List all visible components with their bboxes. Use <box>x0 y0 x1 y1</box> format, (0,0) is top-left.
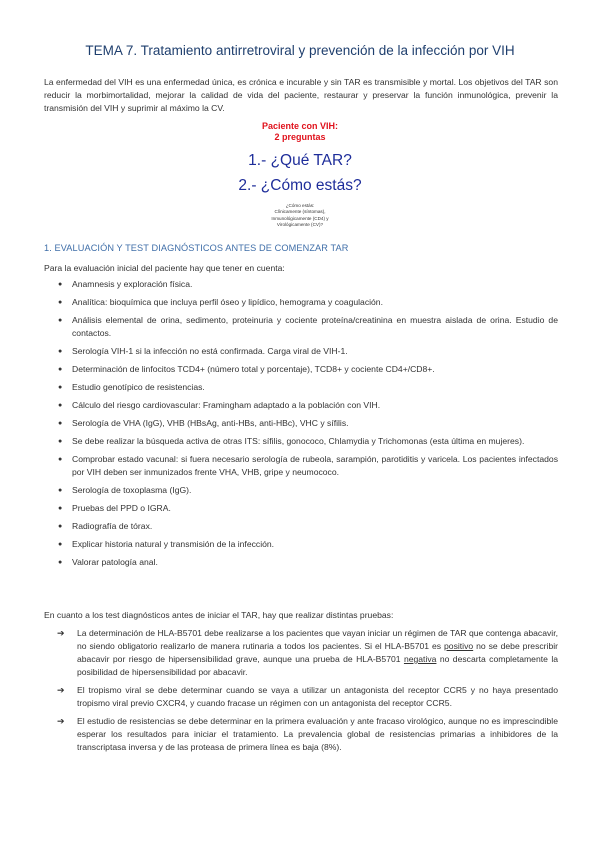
slide-heading-line2: 2 preguntas <box>274 132 326 142</box>
slide-question-2: 2.- ¿Cómo estás? <box>238 177 362 194</box>
intro-paragraph: La enfermedad del VIH es una enfermedad única, es crónica e incurable y sin TAR es transmisible y mortal. Los objetivos del TAR son reducir la morbimortalidad, mejorar la calidad de vida del paciente, restaurar y preservar la función inmunológica, prevenir la transmisión del VIH y suprimir al máximo la CV. <box>44 77 558 113</box>
list-item: ● Valorar patología anal. <box>58 557 158 567</box>
list-item: ● Estudio genotípico de resistencias. <box>58 382 205 392</box>
bullet-icon: ● <box>58 456 63 463</box>
bullet-icon: ● <box>58 559 63 566</box>
underlined-term: negativa <box>403 654 437 664</box>
tests-lead: En cuanto a los test diagnósticos antes de iniciar el TAR, hay que realizar distintas pruebas: <box>44 610 394 620</box>
list-item: ● Determinación de linfocitos TCD4+ (número total y porcentaje), TCD8+ y cociente CD4+/CD8+. <box>58 364 435 374</box>
list-item: ● Analítica: bioquímica que incluya perfil óseo y lipídico, hemograma y coagulación. <box>58 297 383 307</box>
list-item: ● Cálculo del riesgo cardiovascular: Framingham adaptado a la población con VIH. <box>58 400 381 410</box>
bullet-icon: ● <box>58 523 63 530</box>
list-item: ● Se debe realizar la búsqueda activa de otras ITS: sífilis, gonococo, Chlamydia y Trichomonas (esta última en mujeres). <box>58 436 525 446</box>
arrow-right-icon: ➔ <box>57 685 65 695</box>
bullet-icon: ● <box>58 505 63 512</box>
bullet-icon: ● <box>58 541 63 548</box>
list-item: ➔ La determinación de HLA-B5701 debe realizarse a los pacientes que vayan iniciar un régimen de TAR que contenga abacavir, no siendo obligatorio realizarlo de manera rutinaria a todos los pacientes. Si el HLA-B5701 es positivo no se debe prescribir abacavir por riesgo de hipersensibilidad grave, aunque una prueba de HLA-B5701 negativa no descarta completamente la posibilidad de hipersensibilidad por abacavir. <box>57 628 559 677</box>
bullet-icon: ● <box>58 348 63 355</box>
bullet-icon: ● <box>58 438 63 445</box>
bullet-icon: ● <box>58 384 63 391</box>
tests-list <box>44 627 558 759</box>
bullet-icon: ● <box>58 420 63 427</box>
section-lead: Para la evaluación inicial del paciente hay que tener en cuenta: <box>44 263 285 273</box>
list-item: ● Serología VIH-1 si la infección no está confirmada. Carga viral de VIH-1. <box>58 346 348 356</box>
list-item: ● Pruebas del PPD o IGRA. <box>58 503 171 513</box>
slide-heading-line1: Paciente con VIH: <box>261 121 339 131</box>
list-item: ● Anamnesis y exploración física. <box>58 279 193 289</box>
list-item: ● Radiografía de tórax. <box>58 521 153 531</box>
slide-question-1: 1.- ¿Qué TAR? <box>248 152 352 169</box>
arrow-right-icon: ➔ <box>57 716 65 726</box>
underlined-term: positivo <box>444 641 474 651</box>
slide-note-line: Virológicamente (CV)? <box>276 222 324 228</box>
slide-note-line: Clínicamente (síntomas), <box>274 209 326 215</box>
bullet-icon: ● <box>58 487 63 494</box>
bullet-icon: ● <box>58 366 63 373</box>
slide-note-line: ¿Cómo estás: <box>285 203 315 208</box>
list-item: ● Comprobar estado vacunal: si fuera necesario serología de rubeola, sarampión, parotiditis y varicela. Los pacientes infectados por VIH deben ser inmunizados frente VHA, VHB, gripe y neumococo. <box>58 454 558 477</box>
list-item: ● Análisis elemental de orina, sedimento, proteinuria y cociente proteína/creatinina en muestra aislada de orina. Estudio de contactos. <box>58 315 558 338</box>
list-item: ● Serología de toxoplasma (IgG). <box>58 485 192 495</box>
evaluation-list <box>44 278 558 574</box>
arrow-right-icon: ➔ <box>57 628 65 638</box>
slide-note <box>0 203 600 229</box>
section-heading: 1. EVALUACIÓN Y TEST DIAGNÓSTICOS ANTES DE COMENZAR TAR <box>44 243 349 253</box>
bullet-icon: ● <box>58 317 63 324</box>
list-item: ➔ El tropismo viral se debe determinar cuando se vaya a utilizar un antagonista del receptor CCR5 y no haya presentado tropismo viral previo CXCR4, y cuando fracase un régimen con un antagonista del receptor CCR5. <box>57 685 558 708</box>
bullet-icon: ● <box>58 402 63 409</box>
bullet-icon: ● <box>58 281 63 288</box>
list-item: ➔ El estudio de resistencias se debe determinar en la primera evaluación y ante fracaso virológico, aunque no es imprescindible esperar los resultados para iniciar el tratamiento. La prevalencia global de resistencias primarias a inhibidores de la transcriptasa inversa y de las proteasa de primera línea es baja (8%). <box>57 716 558 752</box>
document-title: TEMA 7. Tratamiento antirretroviral y prevención de la infección por VIH <box>85 43 515 58</box>
slide-note-line: Inmunológicamente (CD4) y <box>271 215 329 221</box>
bullet-icon: ● <box>58 299 63 306</box>
list-item: ● Serología de VHA (IgG), VHB (HBsAg, anti-HBs, anti-HBc), VHC y sífilis. <box>58 418 349 428</box>
slide-image <box>0 121 600 229</box>
list-item: ● Explicar historia natural y transmisión de la infección. <box>58 539 275 549</box>
